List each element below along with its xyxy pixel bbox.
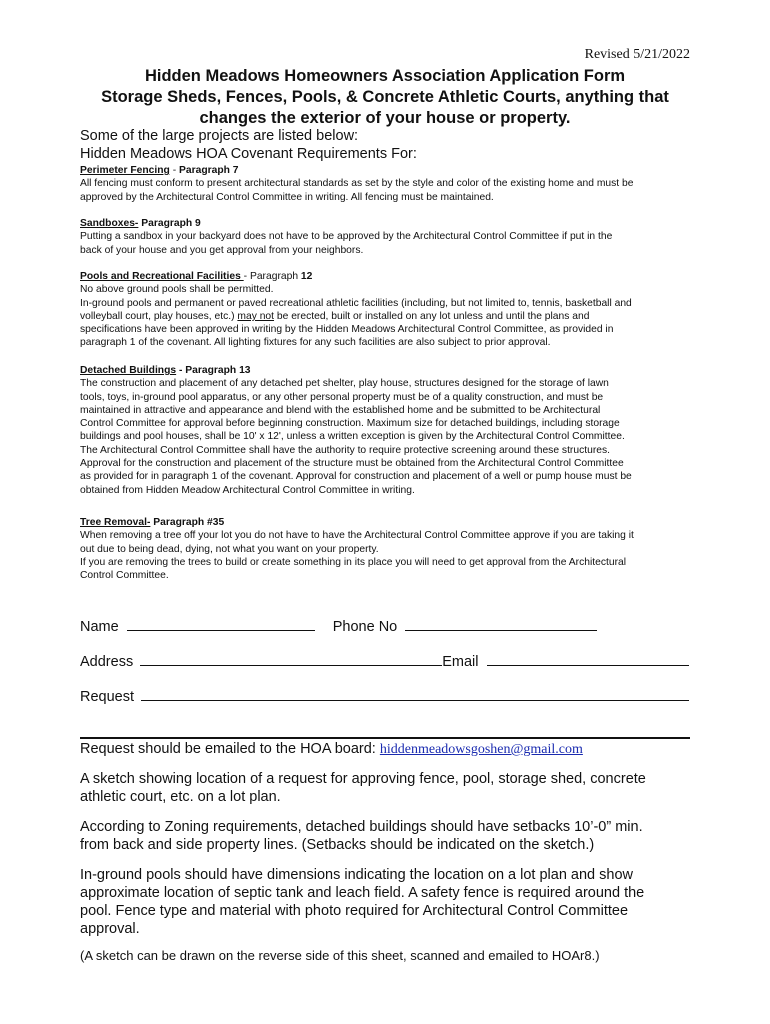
section-text: In-ground pools and permanent or paved recreational athletic facilities (including, but not limited to, tennis, basketball and	[80, 297, 632, 309]
section-text: The Architectural Control Committee shall have the authority to require protective screening around these structures.	[80, 444, 610, 456]
section-tree-removal	[80, 516, 690, 582]
section-title: Detached Buildings	[80, 365, 177, 376]
section-title: Tree Removal-	[80, 517, 151, 528]
text-line: approval.	[80, 921, 140, 937]
intro-line-1: Some of the large projects are listed below:	[80, 128, 359, 144]
text-line: In-ground pools should have dimensions indicating the location on a lot plan and show	[80, 867, 633, 883]
section-text: If you are removing the trees to build or create something in its place you will need to get approval from the Architectural	[80, 556, 627, 568]
title-line-3: changes the exterior of your house or property.	[199, 109, 571, 127]
section-text: paragraph 1 of the covenant. All lighting fixtures for any such facilities are also subject to prior approval.	[80, 337, 551, 349]
paragraph-ref: Paragraph #35	[150, 517, 225, 528]
form-title	[74, 66, 696, 129]
email-prefix: Request should be emailed to the HOA board:	[80, 741, 380, 757]
sketch-note: (A sketch can be drawn on the reverse side of this sheet, scanned and emailed to HOAr8.)	[80, 948, 600, 963]
section-text: Control Committee for approval before beginning construction. Maximum size for detached buildings, including storage	[80, 418, 620, 430]
address-label: Address	[80, 654, 134, 670]
section-detached-buildings	[80, 364, 690, 497]
title-line-2: Storage Sheds, Fences, Pools, & Concrete Athletic Courts, anything that	[101, 88, 669, 106]
section-text: No above ground pools shall be permitted.	[80, 284, 274, 296]
section-title: Perimeter Fencing	[80, 165, 170, 176]
section-text: All fencing must conform to present architectural standards as set by the style and color of the existing home and must be	[80, 178, 634, 190]
paragraph-ref: - Paragraph 13	[176, 365, 251, 376]
text-line: A sketch showing location of a request for approving fence, pool, storage shed, concrete	[80, 771, 646, 787]
email-instructions	[80, 740, 690, 759]
email-link[interactable]: hiddenmeadowsgoshen@gmail.com	[379, 742, 583, 757]
paragraph-ref: - Paragraph	[243, 271, 301, 282]
section-text: Approval for the construction and placement of the structure must be obtained from the Architectural Control Committee	[80, 458, 624, 470]
request-row	[80, 686, 689, 705]
request-label: Request	[80, 689, 135, 705]
section-heading	[80, 364, 690, 377]
revised-date: Revised 5/21/2022	[584, 47, 690, 62]
section-text: obtained from Hidden Meadow Architectural Control Committee in writing.	[80, 484, 415, 496]
name-field[interactable]	[127, 616, 315, 631]
pool-instructions	[80, 866, 690, 938]
name-label: Name	[80, 619, 119, 635]
section-heading	[80, 217, 690, 230]
phone-label: Phone No	[332, 619, 398, 635]
divider	[80, 737, 690, 739]
section-heading	[80, 516, 690, 529]
section-text	[80, 310, 690, 323]
section-sandboxes	[80, 217, 690, 257]
paragraph-ref: Paragraph 7	[179, 165, 239, 176]
zoning-instructions	[80, 818, 690, 854]
name-phone-row	[80, 616, 597, 635]
section-text: tools, toys, in-ground pool apparatus, or any other personal property must be of a quality construction, and must be	[80, 391, 604, 403]
separator: -	[169, 165, 179, 176]
section-text: out due to being dead, dying, not what you want on your property.	[80, 543, 379, 555]
paragraph-number: 12	[300, 271, 313, 282]
title-line-1: Hidden Meadows Homeowners Association Application Form	[144, 67, 626, 85]
section-text: Control Committee.	[80, 570, 169, 582]
section-text: Putting a sandbox in your backyard does not have to be approved by the Architectural Control Committee if put in the	[80, 231, 613, 243]
paragraph-ref: Paragraph 9	[138, 218, 201, 229]
text-line: approximate location of septic tank and leach field. A safety fence is required around the	[80, 885, 645, 901]
text-line: from back and side property lines. (Setbacks should be indicated on the sketch.)	[80, 837, 595, 853]
phone-field[interactable]	[405, 616, 597, 631]
section-title: Sandboxes-	[80, 218, 139, 229]
section-text: The construction and placement of any detached pet shelter, play house, structures designed for the storage of lawn	[80, 378, 609, 390]
section-title: Pools and Recreational Facilities	[80, 271, 244, 282]
section-text: as provided for in paragraph 1 of the covenant. Approval for construction and placement of a well or pump house must be	[80, 471, 632, 483]
request-field[interactable]	[141, 686, 689, 701]
email-field[interactable]	[487, 651, 689, 666]
section-text: maintained in attractive and appearance and blend with the established home and be submitted to be Architectural	[80, 404, 601, 416]
section-text: When removing a tree off your lot you do not have to have the Architectural Control Committee approve if you are taking it	[80, 530, 634, 542]
address-field[interactable]	[140, 651, 442, 666]
section-text: approved by the Architectural Control Committee in writing. All fencing must be maintained.	[80, 191, 494, 203]
emphasis-may-not: may not	[237, 310, 275, 322]
section-text: specifications have been approved in writing by the Hidden Meadows Architectural Control Committee, as provided in	[80, 324, 614, 336]
text-run: volleyball court, play houses, etc.)	[80, 310, 238, 322]
section-perimeter-fencing	[80, 164, 690, 204]
text-line: According to Zoning requirements, detached buildings should have setbacks 10’-0” min.	[80, 819, 643, 835]
address-email-row	[80, 651, 689, 670]
section-text: back of your house and you get approval from your neighbors.	[80, 244, 364, 256]
sketch-instructions	[80, 770, 690, 806]
section-heading	[80, 164, 690, 177]
intro-line-2: Hidden Meadows HOA Covenant Requirements For:	[80, 146, 417, 162]
text-line: athletic court, etc. on a lot plan.	[80, 789, 281, 805]
intro	[80, 127, 417, 163]
text-line: pool. Fence type and material with photo required for Architectural Control Committee	[80, 903, 629, 919]
text-run: be erected, built or installed on any lot unless and until the plans and	[274, 310, 590, 322]
section-text: buildings and pool houses, shall be 10' x 12', unless a written exception is given by the Architectural Control Committee.	[80, 431, 625, 443]
section-heading	[80, 270, 690, 283]
section-pools	[80, 270, 690, 350]
email-label: Email	[442, 654, 479, 670]
